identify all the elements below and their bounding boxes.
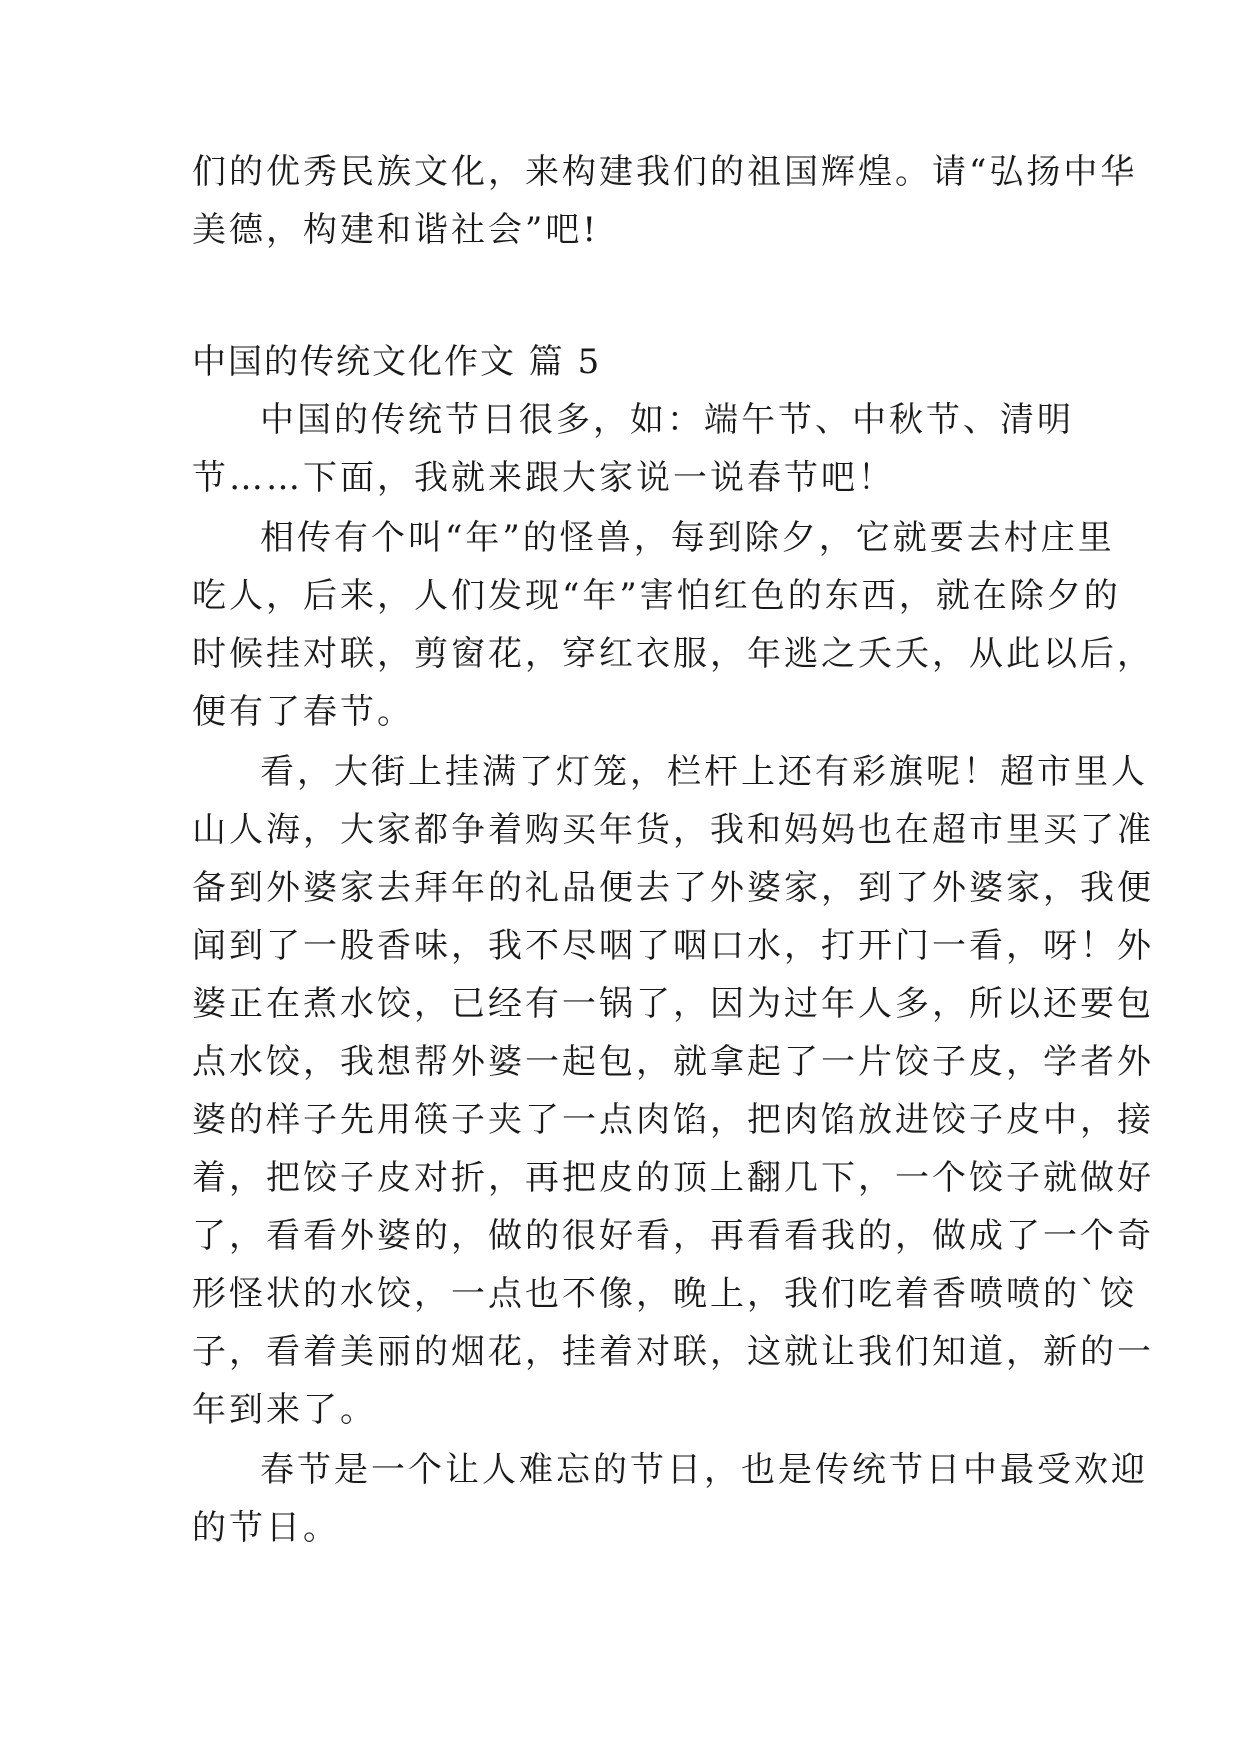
paragraph-line: 着，把饺子皮对折，再把皮的顶上翻几下，一个饺子就做好 <box>192 1158 1154 1198</box>
section-title: 中国的传统文化作文 篇 5 <box>192 342 602 382</box>
paragraph-line: 看，大街上挂满了灯笼，栏杆上还有彩旗呢！超市里人 <box>260 752 1148 792</box>
paragraph-line: 婆的样子先用筷子夹了一点肉馅，把肉馅放进饺子皮中，接 <box>192 1100 1154 1140</box>
paragraph-line: 年到来了。 <box>192 1390 377 1430</box>
paragraph-line: 吃人，后来，人们发现“年”害怕红色的东西，就在除夕的 <box>192 576 1121 616</box>
paragraph-line: 点水饺，我想帮外婆一起包，就拿起了一片饺子皮，学者外 <box>192 1042 1154 1082</box>
paragraph-line: 节……下面，我就来跟大家说一说春节吧！ <box>192 458 895 498</box>
paragraph-line: 春节是一个让人难忘的节日，也是传统节日中最受欢迎 <box>260 1450 1148 1490</box>
intro-line: 美德，构建和谐社会”吧! <box>192 210 600 250</box>
paragraph-line: 中国的传统节日很多，如：端午节、中秋节、清明 <box>260 400 1074 440</box>
paragraph-line: 备到外婆家去拜年的礼品便去了外婆家，到了外婆家，我便 <box>192 868 1154 908</box>
paragraph-line: 相传有个叫“年”的怪兽，每到除夕，它就要去村庄里 <box>260 518 1115 558</box>
paragraph-line: 闻到了一股香味，我不尽咽了咽口水，打开门一看，呀！外 <box>192 926 1154 966</box>
paragraph-line: 形怪状的水饺，一点也不像，晚上，我们吃着香喷喷的`饺 <box>192 1274 1137 1314</box>
paragraph-line: 的节日。 <box>192 1508 340 1548</box>
paragraph-line: 便有了春节。 <box>192 692 414 732</box>
paragraph-line: 时候挂对联，剪窗花，穿红衣服，年逃之夭夭，从此以后， <box>192 634 1154 674</box>
paragraph-line: 婆正在煮水饺，已经有一锅了，因为过年人多，所以还要包 <box>192 984 1154 1024</box>
paragraph-line: 子，看着美丽的烟花，挂着对联，这就让我们知道，新的一 <box>192 1332 1154 1372</box>
paragraph-line: 山人海，大家都争着购买年货，我和妈妈也在超市里买了准 <box>192 810 1154 850</box>
intro-line: 们的优秀民族文化，来构建我们的祖国辉煌。请“弘扬中华 <box>192 152 1138 192</box>
paragraph-line: 了，看看外婆的，做的很好看，再看看我的，做成了一个奇 <box>192 1216 1154 1256</box>
